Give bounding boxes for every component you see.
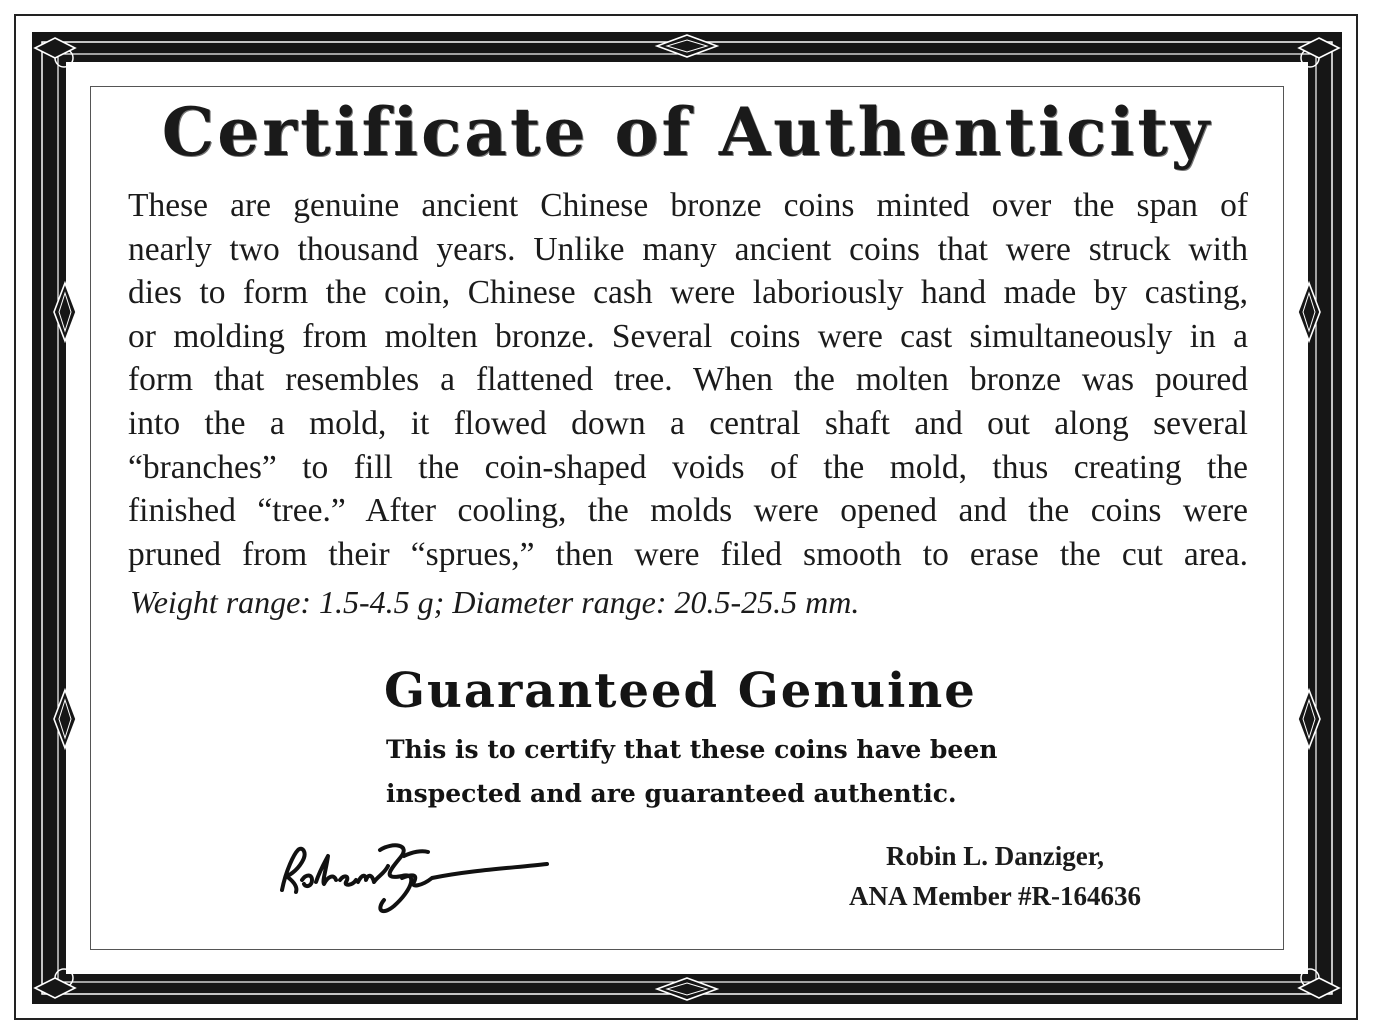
signer-name: Robin L. Danziger, (885, 841, 1105, 871)
body-line: or molding from molten bronze. Several coins were cast simultaneously in a (128, 317, 1248, 355)
certificate-body (128, 184, 1248, 576)
guarantee-heading: Guaranteed Genuine (384, 663, 977, 719)
signature (262, 830, 552, 925)
body-line: dies to form the coin, Chinese cash were laboriously hand made by casting, (128, 274, 1248, 312)
guarantee-statement (386, 728, 1046, 816)
body-line: “branches” to fill the coin-shaped voids of the mold, thus creating the (128, 448, 1248, 486)
body-line: pruned from their “sprues,” then were filed smooth to erase the cut area. (128, 535, 1248, 573)
signer-membership: ANA Member #R-164636 (849, 881, 1141, 911)
coin-specifications: Weight range: 1.5-4.5 g; Diameter range: 20.5-25.5 mm. (130, 584, 860, 620)
signer-block (790, 836, 1200, 916)
body-line: finished “tree.” After cooling, the molds were opened and the coins were (128, 492, 1248, 530)
body-line: These are genuine ancient Chinese bronze coins minted over the span of (128, 187, 1248, 224)
body-line: into the a mold, it flowed down a central shaft and out along several (128, 404, 1248, 442)
guarantee-line: inspected and are guaranteed authentic. (386, 779, 957, 808)
body-line: nearly two thousand years. Unlike many ancient coins that were struck with (128, 230, 1248, 268)
guarantee-line: This is to certify that these coins have been (386, 735, 998, 764)
certificate-title: Certificate of Authenticity (161, 93, 1213, 171)
body-line: form that resembles a flattened tree. When the molten bronze was poured (128, 361, 1248, 399)
